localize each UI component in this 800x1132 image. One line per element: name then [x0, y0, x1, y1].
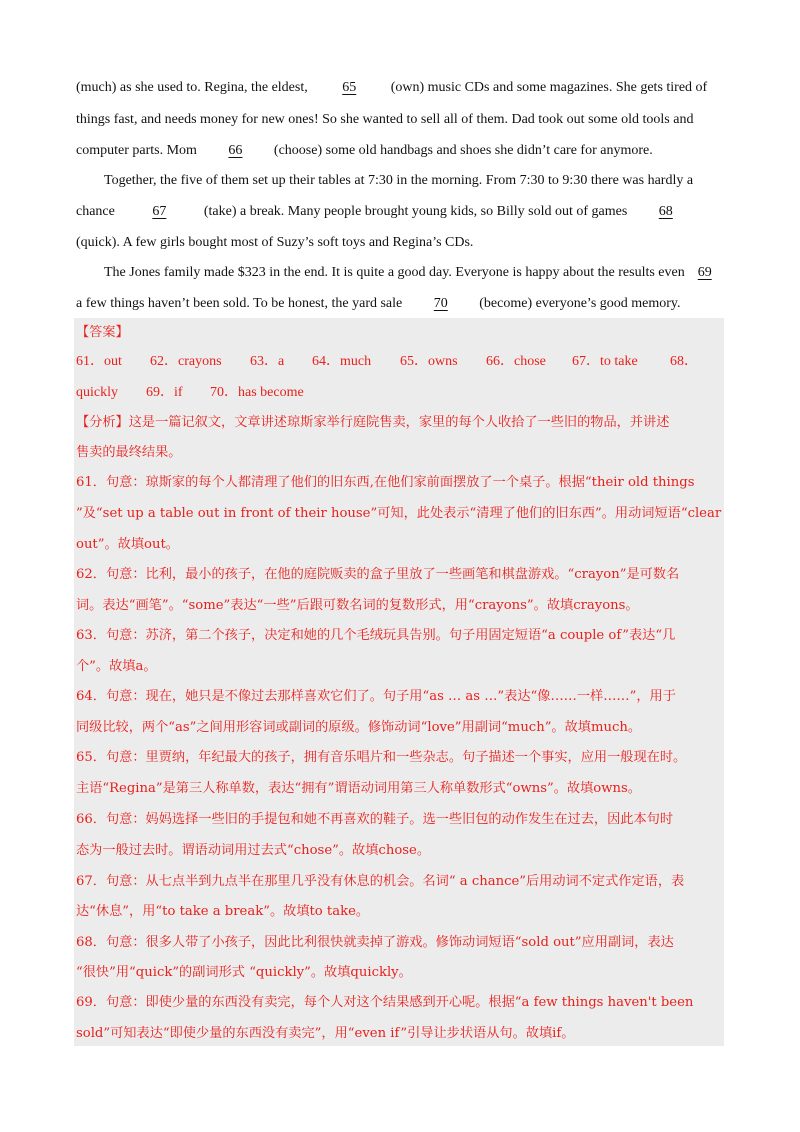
answer-68-value: quickly — [76, 385, 118, 400]
answer-blank-65: 65 — [342, 80, 357, 95]
text: (become) everyone’s good memory. — [475, 296, 681, 311]
analysis-line: 62．句意：比利，最小的孩子，在他的庭院贩卖的盒子里放了一些画笔和棋盘游戏。“crayon”是可数名 — [76, 567, 680, 582]
passage-line-2: things fast, and needs money for new ones! So she wanted to sell all of them. Dad took out some old tools and — [76, 112, 694, 127]
analysis-line: 达“休息”，用“to take a break”。故填to take。 — [76, 904, 370, 919]
answer-67: 67．to take — [572, 354, 638, 369]
answer-65: 65．owns — [400, 354, 458, 369]
analysis-line: sold”可知表达“即使少量的东西没有卖完”，用“even if”引导让步状语从句。故填if。 — [76, 1026, 575, 1041]
analysis-line: 63．句意：苏济，第二个孩子，决定和她的几个毛绒玩具告别。句子用固定短语“a couple of”表达“几 — [76, 628, 676, 643]
text: (own) music CDs and some magazines. She gets tired of — [387, 80, 708, 95]
text: a few things haven’t been sold. To be honest, the yard sale — [76, 296, 406, 311]
analysis-line: 【分析】这是一篇记叙文，文章讲述琼斯家举行庭院售卖，家里的每个人收拾了一些旧的物品，并讲述 — [76, 415, 670, 430]
analysis-line: 67．句意：从七点半到九点半在那里几乎没有休息的机会。名词“ a chance”后用动词不定式作定语，表 — [76, 874, 685, 889]
analysis-line: 售卖的最终结果。 — [76, 445, 182, 460]
answer-blank-66: 66 — [228, 143, 243, 158]
analysis-line: “很快”用“quick”的副词形式 “quickly”。故填quickly。 — [76, 965, 412, 980]
answer-62: 62．crayons — [150, 354, 222, 369]
analysis-line: 65．句意：里贾纳，年纪最大的孩子，拥有音乐唱片和一些杂志。句子描述一个事实，应用一般现在时。 — [76, 750, 687, 765]
answer-header: 【答案】 — [76, 325, 129, 340]
passage-line-7 — [104, 263, 725, 283]
analysis-line: ”及“set up a table out in front of their house”可知，此处表示“清理了他们的旧东西”。用动词短语“clear — [76, 506, 722, 521]
analysis-line: 66．句意：妈妈选择一些旧的手提包和她不再喜欢的鞋子。选一些旧包的动作发生在过去，因此本句时 — [76, 812, 674, 827]
analysis-line: 69．句意：即使少量的东西没有卖完，每个人对这个结果感到开心呢。根据“a few things haven't been — [76, 995, 694, 1010]
answer-blank-68: 68 — [658, 204, 673, 219]
text: (choose) some old handbags and shoes she didn’t care for anymore. — [270, 143, 653, 158]
passage-line-3 — [76, 141, 653, 161]
analysis-line: 68．句意：很多人带了小孩子，因此比利很快就卖掉了游戏。修饰动词短语“sold out”应用副词，表达 — [76, 935, 674, 950]
passage-line-1 — [76, 78, 707, 98]
analysis-line: 64．句意：现在，她只是不像过去那样喜欢它们了。句子用“as … as …”表达“像……一样……”，用于 — [76, 689, 676, 704]
answer-66: 66．chose — [486, 354, 546, 369]
passage-line-4: Together, the five of them set up their tables at 7:30 in the morning. From 7:30 to 9:30 there was hardly a — [104, 173, 694, 188]
analysis-line: 同级比较，两个“as”之间用形容词或副词的原级。修饰动词“love”用副词“much”。故填much。 — [76, 720, 642, 735]
text: The Jones family made $323 in the end. It is quite a good day. Everyone is happy about the results even — [104, 265, 685, 280]
text: (take) a break. Many people brought young kids, so Billy sold out of games — [200, 204, 631, 219]
analysis-line: out”。故填out。 — [76, 537, 179, 552]
analysis-line: 61．句意：琼斯家的每个人都清理了他们的旧东西,在他们家前面摆放了一个桌子。根据“their old things — [76, 475, 695, 490]
answer-blank-67: 67 — [152, 204, 167, 219]
answer-blank-70: 70 — [433, 296, 448, 311]
passage-line-6: (quick). A few girls bought most of Suzy’s soft toys and Regina’s CDs. — [76, 235, 474, 250]
passage-line-5 — [76, 202, 701, 222]
passage-line-8 — [76, 294, 681, 314]
answer-blank-69: 69 — [697, 265, 712, 280]
answer-69: 69．if — [146, 385, 183, 400]
answer-64: 64．much — [312, 354, 372, 369]
analysis-line: 态为一般过去时。谓语动词用过去式“chose”。故填chose。 — [76, 843, 431, 858]
analysis-line: 个”。故填a。 — [76, 659, 157, 674]
analysis-line: 主语“Regina”是第三人称单数，表达“拥有”谓语动词用第三人称单数形式“owns”。故填owns。 — [76, 781, 641, 796]
answer-70: 70．has become — [210, 385, 304, 400]
answer-68: 68． — [670, 354, 698, 369]
text: chance — [76, 204, 119, 219]
analysis-line: 词。表达“画笔”。“some”表达“一些”后跟可数名词的复数形式，用“crayons”。故填crayons。 — [76, 598, 639, 613]
answer-61: 61．out — [76, 354, 122, 369]
text: computer parts. Mom — [76, 143, 201, 158]
text: (much) as she used to. Regina, the eldest, — [76, 80, 312, 95]
answer-63: 63．a — [250, 354, 285, 369]
